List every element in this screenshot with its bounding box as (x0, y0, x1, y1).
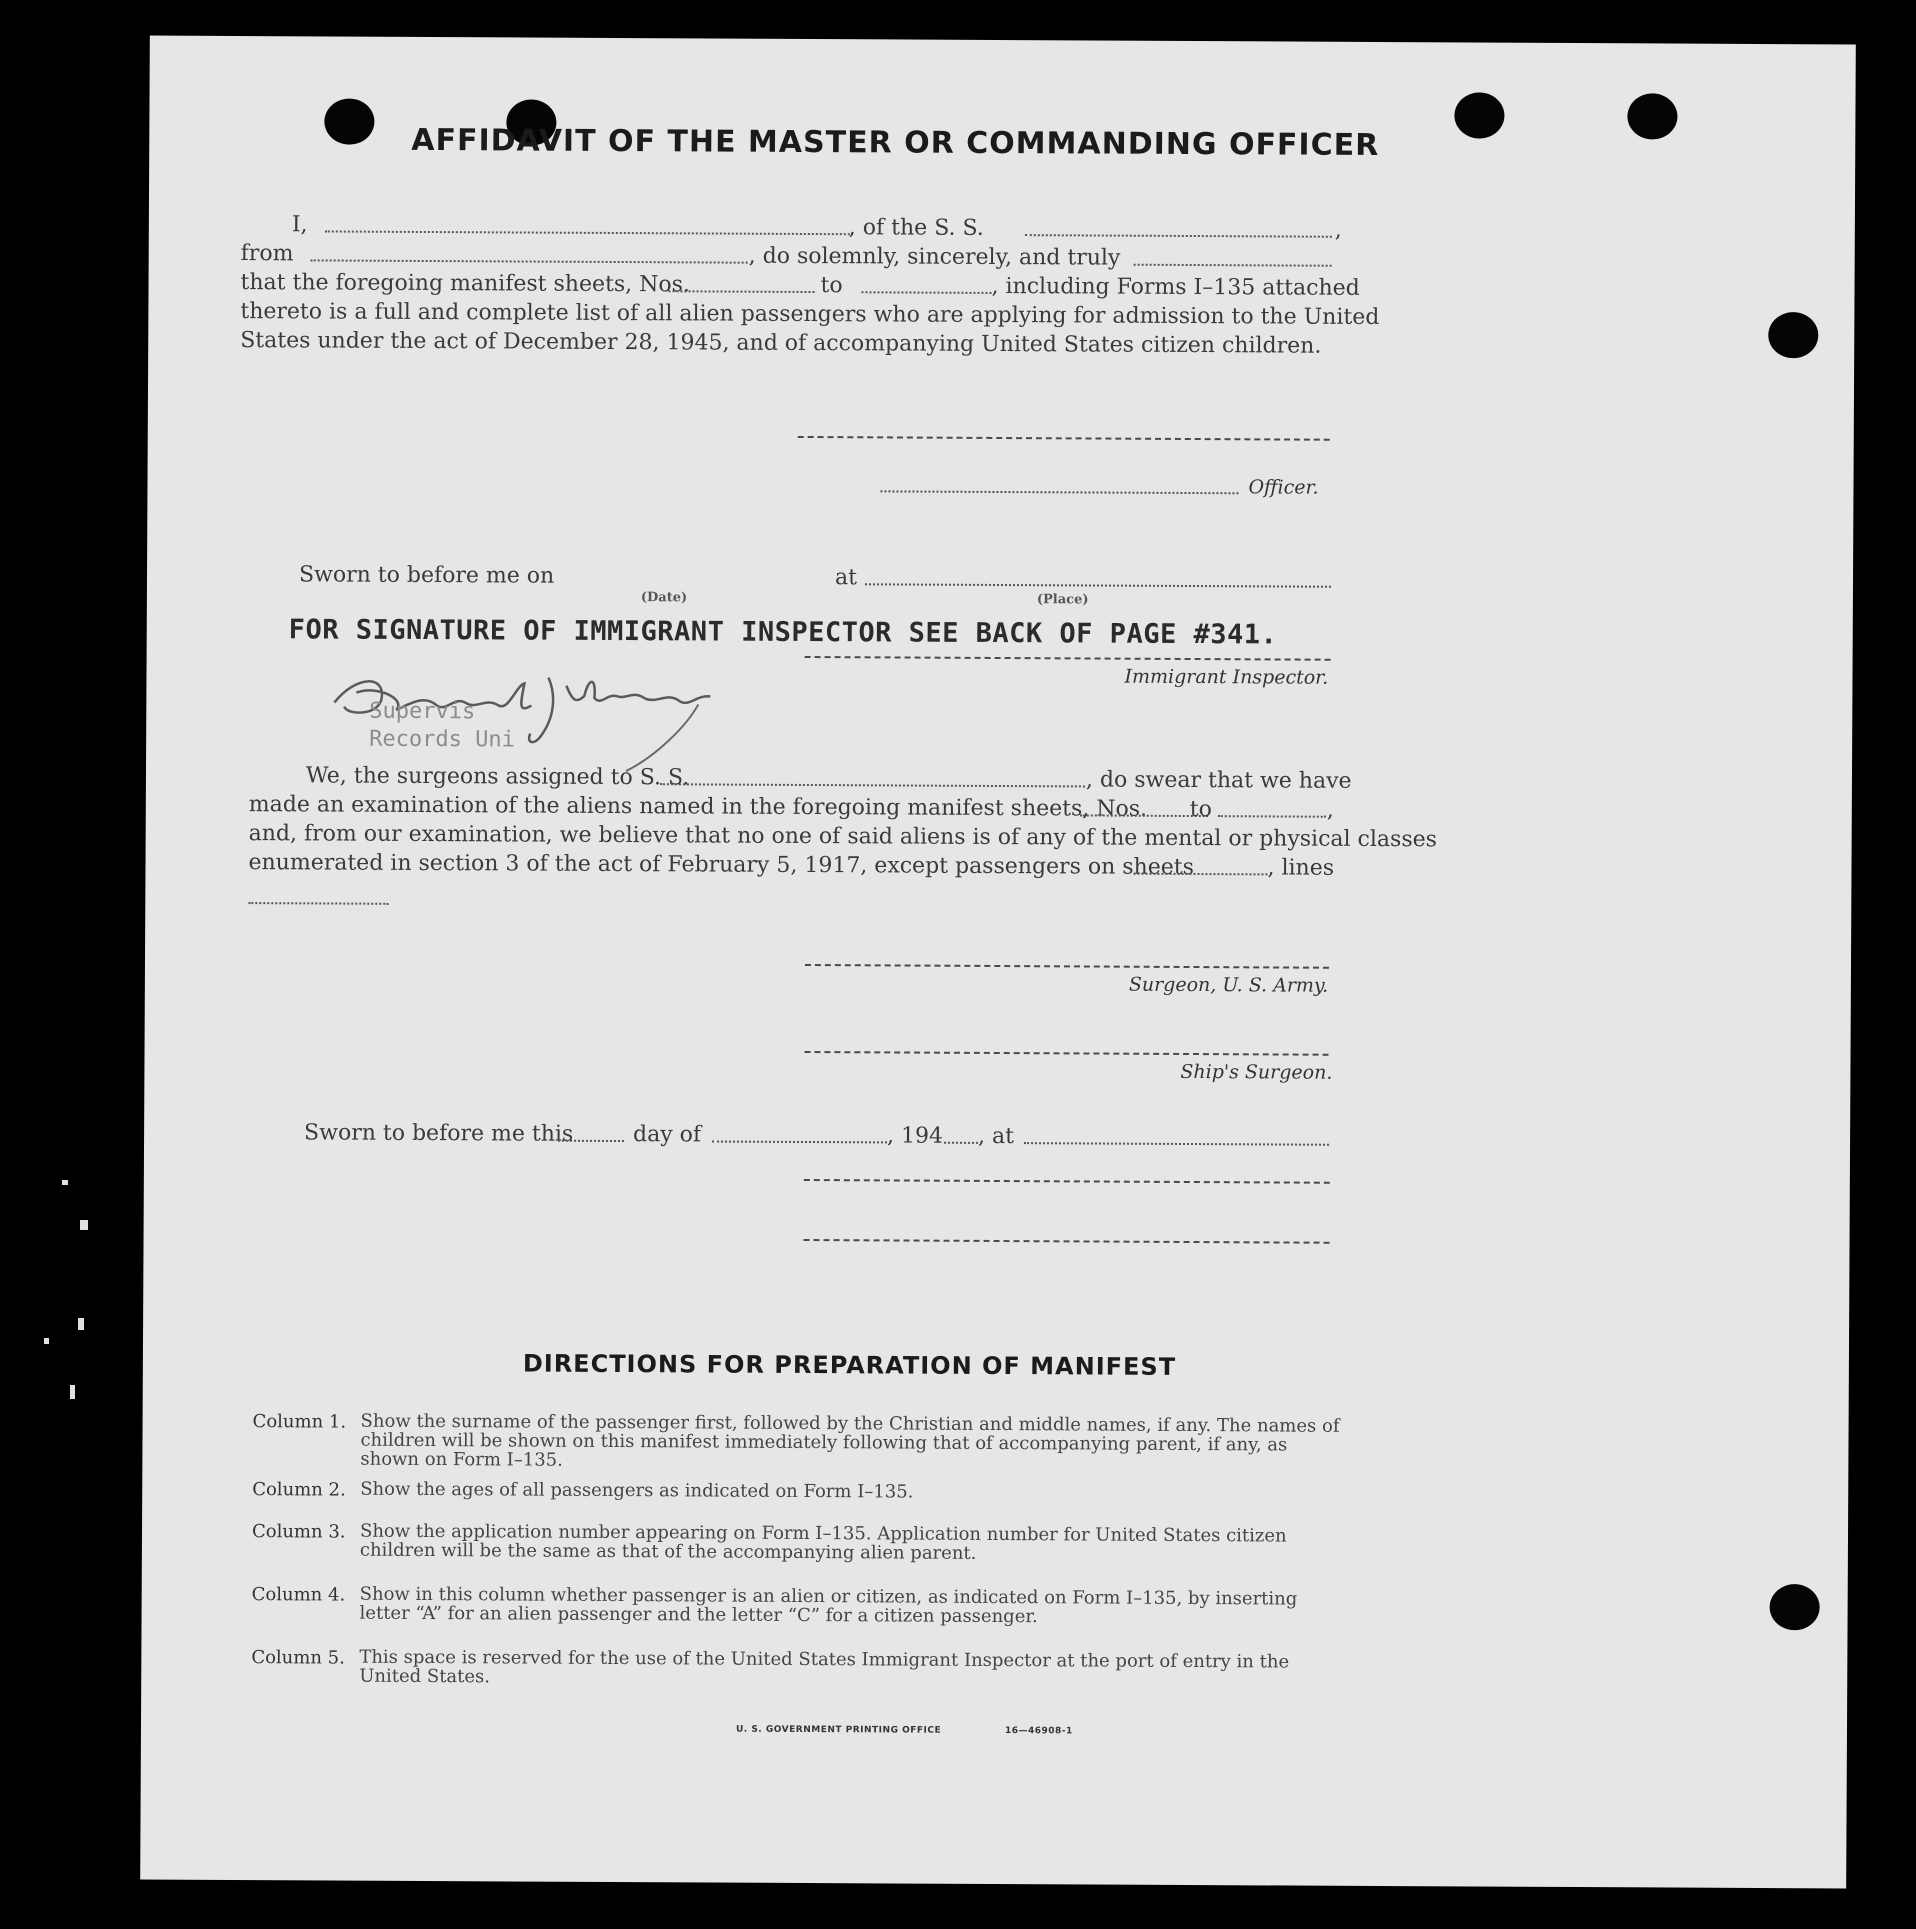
master-name-field[interactable] (325, 230, 853, 235)
affidavit-line3-that: that the foregoing manifest sheets, Nos. (240, 270, 690, 298)
officer-caption: Officer. (1248, 476, 1319, 499)
affidavit-line2-from: from (240, 241, 294, 267)
stamp-records-unit: Records Uni (369, 726, 515, 753)
surgeons-line1-swear: , do swear that we have (1085, 767, 1352, 794)
affidavit-line5: States under the act of December 28, 1945, and of accompanying United States citizen children. (240, 328, 1322, 359)
column-1-text: Show the surname of the passenger first, followed by the Christian and middle names, if any. The names of children will be shown on this manifest immediately following that of accompanying parent, if any, as shown on Form I–135. (360, 1410, 1340, 1471)
column-3-label: Column 3. (251, 1521, 346, 1543)
column-5-text: This space is reserved for the use of the United States Immigrant Inspector at the port of entry in the United States. (359, 1646, 1290, 1688)
column-4-text: Show in this column whether passenger is an alien or citizen, as indicated on Form I–135, by inserting letter “A” for an alien passenger and the letter “C” for a citizen passenger. (359, 1583, 1298, 1628)
surgeons-line4-enum: enumerated in section 3 of the act of February 5, 1917, except passengers on sheets (248, 850, 1194, 881)
sworn-at-label: at (834, 565, 858, 591)
form-code: 16—46908-1 (1004, 1726, 1073, 1737)
place-caption: (Place) (1036, 592, 1089, 608)
surgeons-sheet-to-field[interactable] (1218, 815, 1326, 818)
sworn-day-field[interactable] (558, 1140, 624, 1142)
affidavit-line3-to: to (820, 273, 843, 299)
scan-speck (78, 1318, 84, 1330)
ship-name-field[interactable] (1025, 234, 1332, 238)
surgeons-ship-field[interactable] (660, 783, 1085, 787)
scan-speck (44, 1338, 49, 1344)
sheet-no-to-field[interactable] (861, 291, 991, 294)
sworn-month-field[interactable] (712, 1141, 887, 1144)
column-1-label: Column 1. (252, 1411, 347, 1433)
master-signature-line[interactable] (798, 436, 1330, 441)
affidavit-line1-i: I, (291, 212, 308, 238)
punch-hole (324, 98, 374, 144)
surgeons-line2-made: made an examination of the aliens named in the foregoing manifest sheets, Nos. (248, 792, 1148, 822)
surgeons-signature-line-1[interactable] (804, 1179, 1330, 1184)
printer-imprint: U. S. GOVERNMENT PRINTING OFFICE (735, 1724, 942, 1736)
inspector-typed-note: FOR SIGNATURE OF IMMIGRANT INSPECTOR SEE BACK OF PAGE #341. (288, 614, 1278, 651)
surgeons-line1-we: We, the surgeons assigned to S. S. (305, 763, 690, 791)
surgeons-line2-to: to (1189, 797, 1212, 823)
form-page (140, 36, 1856, 1889)
inspector-caption: Immigrant Inspector. (1124, 665, 1329, 689)
sworn-on-label: Sworn to before me on (298, 562, 555, 589)
punch-hole (1627, 93, 1677, 139)
punch-hole (1770, 1584, 1820, 1630)
army-surgeon-signature-line[interactable] (805, 964, 1329, 969)
army-surgeon-caption: Surgeon, U. S. Army. (1128, 973, 1329, 997)
scan-speck (80, 1220, 88, 1230)
column-2-text: Show the ages of all passengers as indicated on Form I–135. (360, 1478, 914, 1503)
sheet-no-from-field[interactable] (669, 290, 815, 293)
affidavit-line1-end: , (1334, 217, 1342, 243)
surgeons-line3: and, from our examination, we believe that no one of said aliens is of any of the mental or physical classes (248, 821, 1438, 853)
excepted-lines-field[interactable] (248, 902, 388, 905)
sworn-this-label: Sworn to before me this (304, 1120, 574, 1147)
year-label: , 194 (887, 1123, 944, 1149)
affidavit-line2-swear: , do solemnly, sincerely, and truly (748, 243, 1121, 271)
officer-title-line[interactable] (880, 490, 1238, 494)
year-at-label: , at (978, 1123, 1015, 1150)
affidavit-line3-forms: , including Forms I–135 attached (991, 273, 1360, 301)
column-5-label: Column 5. (251, 1647, 345, 1669)
swear-field[interactable] (1134, 264, 1332, 267)
affidavit-line4: thereto is a full and complete list of all alien passengers who are applying for admission to the United (240, 299, 1380, 330)
stamp-supervisor: Supervis (369, 698, 476, 725)
punch-hole (1768, 312, 1818, 358)
surgeons-line2-end: , (1326, 797, 1334, 823)
punch-hole (1454, 92, 1504, 138)
affidavit-line1-ss: , of the S. S. (848, 215, 984, 241)
affidavit-title: AFFIDAVIT OF THE MASTER OR COMMANDING OFFICER (411, 122, 1380, 163)
sworn-year-field[interactable] (944, 1142, 978, 1144)
surgeons-line4-lines: , lines (1267, 855, 1335, 881)
inspector-signature-line[interactable] (805, 656, 1331, 661)
scan-speck (62, 1180, 68, 1185)
column-4-label: Column 4. (251, 1584, 346, 1606)
column-2-label: Column 2. (252, 1479, 346, 1501)
sworn-place-field-2[interactable] (1024, 1142, 1329, 1146)
column-3-text: Show the application number appearing on Form I–135. Application number for United States citizen children will be the same as that of the accompanying alien parent. (359, 1520, 1287, 1564)
day-of-label: day of (633, 1122, 702, 1148)
ship-surgeon-signature-line[interactable] (805, 1051, 1329, 1056)
ship-surgeon-caption: Ship's Surgeon. (1180, 1060, 1333, 1084)
port-from-field[interactable] (311, 259, 748, 263)
surgeons-signature-line-2[interactable] (804, 1239, 1330, 1244)
directions-title: DIRECTIONS FOR PREPARATION OF MANIFEST (522, 1349, 1177, 1381)
sworn-place-field[interactable] (865, 583, 1331, 587)
scan-speck (70, 1385, 75, 1399)
date-caption: (Date) (640, 590, 688, 606)
